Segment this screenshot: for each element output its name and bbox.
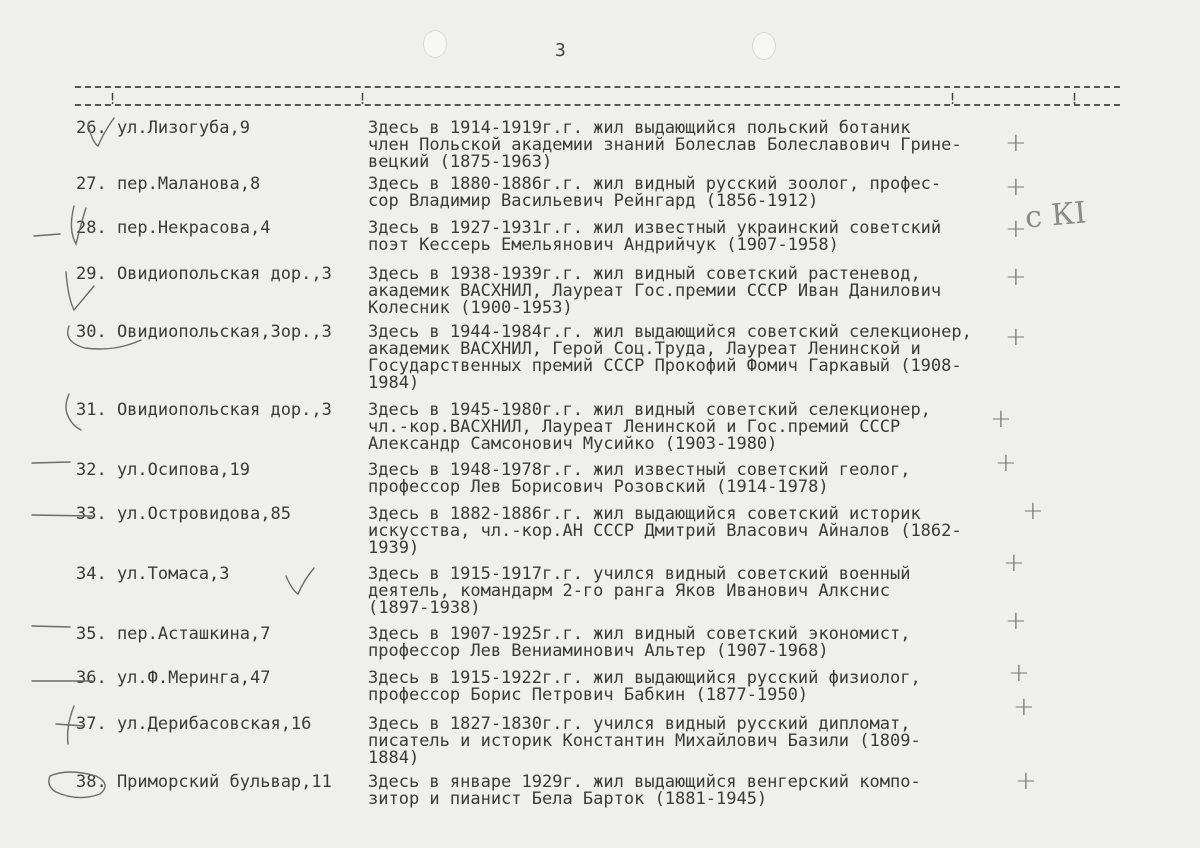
plus-mark-icon: +: [1003, 548, 1025, 578]
entry-address: 37. ул.Дерибасовская,16: [76, 714, 312, 734]
entry-description: [368, 506, 988, 557]
entry-description: [368, 716, 988, 767]
entry-address: 31. Овидиопольская дор.,3: [76, 400, 332, 420]
check-mark-icon: [55, 318, 145, 358]
entry-description: [368, 670, 988, 704]
entry-address: 29. Овидиопольская дор.,3: [76, 264, 332, 284]
entry-description: [368, 176, 988, 210]
entry-description: [368, 462, 988, 496]
header-rule-top: [75, 86, 1120, 88]
description-line: Здесь в 1945-1980г.г. жил видный советский селекционер,: [368, 400, 931, 420]
entry-description: [368, 402, 988, 453]
punch-hole-left: [423, 30, 447, 58]
dash-mark-icon: [30, 676, 100, 686]
check-mark-icon: [280, 562, 320, 602]
entry-address: 34. ул.Томаса,3: [76, 564, 230, 584]
description-line: Здесь в 1907-1925г.г. жил видный советский экономист,: [368, 624, 911, 644]
plus-mark-icon: +: [1005, 322, 1027, 352]
column-mark-1: !: [108, 90, 118, 108]
description-line: Здесь в 1944-1984г.г. жил выдающийся советский селекционер,: [368, 322, 972, 342]
description-line: член Польской академии знаний Болеслав Болеславович Грине-: [368, 135, 962, 155]
description-line: деятель, командарм 2-го ранга Яков Иванович Алкснис: [368, 581, 890, 601]
plus-mark-icon: +: [1005, 128, 1027, 158]
plus-mark-icon: +: [1022, 496, 1044, 526]
page-number: 3: [555, 40, 566, 61]
description-line: профессор Лев Борисович Розовский (1914-1978): [368, 477, 829, 497]
dash-mark-icon: [30, 510, 100, 520]
plus-mark-icon: +: [1013, 692, 1035, 722]
column-mark-4: !: [1070, 90, 1080, 108]
entry-description: [368, 566, 988, 617]
entry-address: 36. ул.Ф.Меринга,47: [76, 668, 271, 688]
description-line: Здесь в 1948-1978г.г. жил известный советский геолог,: [368, 460, 911, 480]
description-line: Здесь в 1915-1917г.г. учился видный советский военный: [368, 564, 911, 584]
description-line: Здесь в 1827-1830г.г. учился видный русский дипломат,: [368, 714, 911, 734]
circle-mark-icon: [38, 762, 118, 802]
description-line: академик ВАСХНИЛ, Герой Соц.Труда, Лауреат Ленинской и: [368, 339, 921, 359]
description-line: зитор и пианист Бела Барток (1881-1945): [368, 789, 768, 809]
column-mark-3: !: [948, 90, 958, 108]
plus-mark-icon: +: [1015, 766, 1037, 796]
entry-description: [368, 324, 988, 392]
dash-mark-icon: [30, 458, 75, 468]
plus-mark-icon: +: [995, 448, 1017, 478]
plus-mark-icon: +: [1005, 172, 1027, 202]
entry-description: [368, 120, 988, 171]
entry-address: 32. ул.Осипова,19: [76, 460, 250, 480]
description-line: писатель и историк Константин Михайлович Базили (1809-: [368, 731, 921, 751]
check-mark-icon: [30, 200, 90, 250]
description-line: Здесь в 1882-1886г.г. жил выдающийся советский историк: [368, 504, 921, 524]
description-line: Колесник (1900-1953): [368, 298, 573, 318]
description-line: Здесь в 1914-1919г.г. жил выдающийся польский ботаник: [368, 118, 911, 138]
description-line: искусства, чл.-кор.АН СССР Дмитрий Власович Айналов (1862-: [368, 521, 962, 541]
description-line: поэт Кессерь Емельянович Андрийчук (1907-1958): [368, 235, 839, 255]
dash-mark-icon: [30, 622, 75, 632]
description-line: академик ВАСХНИЛ, Лауреат Гос.премии СССР Иван Данилович: [368, 281, 942, 301]
plus-mark-icon: +: [1005, 606, 1027, 636]
description-line: Государственных премий СССР Прокофий Фомич Гаркавый (1908-: [368, 356, 962, 376]
check-mark-icon: [55, 388, 95, 438]
entry-address: 27. пер.Маланова,8: [76, 174, 261, 194]
entry-address: 26. ул.Лизогуба,9: [76, 118, 250, 138]
entry-description: [368, 266, 988, 317]
description-line: 1984): [368, 373, 420, 393]
plus-mark-icon: +: [1005, 262, 1027, 292]
header-rule-bottom: [75, 104, 1120, 106]
entry-address: 35. пер.Асташкина,7: [76, 624, 271, 644]
entry-description: [368, 220, 988, 254]
check-mark-icon: [50, 700, 90, 760]
entry-description: [368, 626, 988, 660]
punch-hole-right: [752, 32, 776, 60]
check-mark-icon: [80, 112, 120, 152]
check-mark-icon: [50, 258, 100, 318]
description-line: Здесь в 1915-1922г.г. жил выдающийся русский физиолог,: [368, 668, 921, 688]
handwritten-note: с КІ: [1023, 195, 1088, 236]
entry-address: 33. ул.Островидова,85: [76, 504, 291, 524]
entry-address: 28. пер.Некрасова,4: [76, 218, 271, 238]
plus-mark-icon: +: [1008, 658, 1030, 688]
description-line: Здесь в 1927-1931г.г. жил известный украинский советский: [368, 218, 942, 238]
entry-address: 30. Овидиопольская,Зор.,3: [76, 322, 332, 342]
plus-mark-icon: +: [990, 404, 1012, 434]
description-line: 1884): [368, 748, 420, 768]
description-line: вецкий (1875-1963): [368, 152, 553, 172]
description-line: Александр Самсонович Мусийко (1903-1980): [368, 434, 778, 454]
description-line: сор Владимир Васильевич Рейнгард (1856-1912): [368, 191, 819, 211]
description-line: (1897-1938): [368, 598, 481, 618]
description-line: профессор Борис Петрович Бабкин (1877-1950): [368, 685, 809, 705]
description-line: профессор Лев Вениаминович Альтер (1907-1968): [368, 641, 829, 661]
description-line: чл.-кор.ВАСХНИЛ, Лауреат Ленинской и Гос.премий СССР: [368, 417, 901, 437]
plus-mark-icon: +: [1005, 214, 1027, 244]
description-line: Здесь в 1880-1886г.г. жил видный русский зоолог, профес-: [368, 174, 942, 194]
description-line: Здесь в январе 1929г. жил выдающийся венгерский компо-: [368, 772, 921, 792]
column-mark-2: !: [358, 90, 368, 108]
entry-address: 38. Приморский бульвар,11: [76, 772, 332, 792]
description-line: 1939): [368, 538, 420, 558]
entry-description: [368, 774, 988, 808]
description-line: Здесь в 1938-1939г.г. жил видный советский растеневод,: [368, 264, 921, 284]
